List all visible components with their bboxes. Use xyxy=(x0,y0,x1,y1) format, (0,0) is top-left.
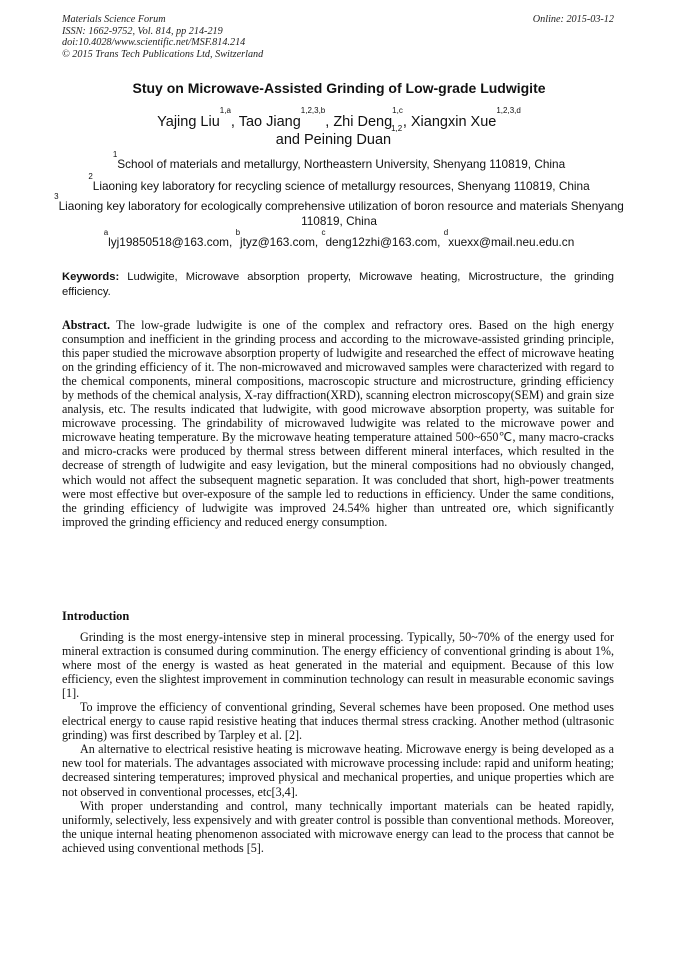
email-address: jtyz@163.com, xyxy=(240,235,322,249)
author-affiliation-marker: 1,c xyxy=(392,106,403,115)
abstract-text: The low-grade ludwigite is one of the complex and refractory ores. Based on the high energy consumption and inefficient in the grinding process and according to the microwave-assisted grinding principle, this paper studied the microwave absorption property of ludwigite and researched the effect of microwave heating on the grinding efficiency of it. The non-microwaved and microwaved samples were characterized with regard to the chemical components, mineral compositions, macroscopic structure and microstructure, grinding efficiency by methods of the chemical analysis, X-ray diffraction(XRD), scanning electron microscopy(SEM) and grain size analysis, etc. The results indicated that ludwigite, with good microwave absorption property, was suitable for microwave processing. The grindability of microwaved ludwigite was related to the microwave power and microwave heating temperature. By the microwave heating temperature attained 500~650℃, many macro-cracks and micro-cracks were produced by thermal stress between different mineral interfaces, which resulted in the decrease of strength of ludwigite and easy levigation, but the mineral compositions had no obviously changed, which would not affect the subsequent magnetic separation. It was concluded that short, high-power treatments were most effective but over-exposure of the sample led to reductions in efficiency. Under the same conditions, the grinding efficiency of ludwigite was improved 24.54% higher than untreated ore, which significantly improved the grinding efficiency and reduced energy consumption. xyxy=(62,318,614,529)
author-name: Tao Jiang xyxy=(238,114,301,130)
affiliation-text: Liaoning key laboratory for recycling science of metallurgy resources, Shenyang 110819, China xyxy=(92,179,590,193)
email-marker: b xyxy=(235,228,241,237)
copyright-line: © 2015 Trans Tech Publications Ltd, Switzerland xyxy=(62,48,264,60)
introduction-paragraph: An alternative to electrical resistive heating is microwave heating. Microwave energy is being developed as a new tool for materials. The advantages associated with microwave processing include: rapid and uniform heating; decreased sintering temperatures; improved physical and mechanical properties, and unique properties which are not observed in conventional processes, etc[3,4]. xyxy=(62,742,614,799)
introduction-paragraph: Grinding is the most energy-intensive step in mineral processing. Typically, 50~70% of the energy used for mineral extraction is consumed during comminution. The energy efficiency of conventional grinding is about 1%, where most of the energy is wasted as heat generated in the material and equipment. Because of this low efficiency, even the slightest improvement in comminution technology can result in measurable economic savings [1]. xyxy=(62,630,614,701)
affiliation-marker: 1 xyxy=(112,150,118,159)
journal-header xyxy=(62,14,614,60)
email-marker: c xyxy=(321,228,326,237)
affiliation-marker: 3 xyxy=(54,192,59,201)
introduction-heading: Introduction xyxy=(62,609,130,623)
online-date: Online: 2015-03-12 xyxy=(532,14,614,25)
abstract-label: Abstract. xyxy=(62,318,111,332)
email-list xyxy=(50,228,628,250)
paper-title: Stuy on Microwave-Assisted Grinding of Low-grade Ludwigite xyxy=(132,80,546,96)
author-list xyxy=(40,106,638,149)
author-separator: , xyxy=(402,114,411,130)
affiliation-text: School of materials and metallurgy, Northeastern University, Shenyang 110819, China xyxy=(117,157,566,171)
author-name: and Peining Duan xyxy=(275,132,392,148)
author-affiliation-marker: 1,a xyxy=(219,106,231,115)
author-affiliation-marker: 1,2,3,b xyxy=(300,106,326,115)
keywords-text: Ludwigite, Microwave absorption property, Microwave heating, Microstructure, the grinding efficiency. xyxy=(62,271,614,298)
email-address: lyj19850518@163.com, xyxy=(108,235,236,249)
affiliation-3 xyxy=(50,192,628,228)
email-marker: a xyxy=(103,228,109,237)
email-address: xuexx@mail.neu.edu.cn xyxy=(448,235,575,249)
affiliation-1 xyxy=(50,150,628,172)
doi-line: doi:10.4028/www.scientific.net/MSF.814.214 xyxy=(62,37,246,49)
author-affiliation-marker: 1,2,3,d xyxy=(496,106,521,115)
affiliation-marker: 2 xyxy=(88,172,93,181)
introduction-body xyxy=(62,630,614,855)
author-name: Yajing Liu xyxy=(157,114,220,130)
keywords-label: Keywords: xyxy=(62,271,120,283)
email-marker: d xyxy=(443,228,449,237)
author-affiliation-marker: 1,2 xyxy=(391,124,403,133)
keywords-section xyxy=(62,270,614,300)
issn-line: ISSN: 1662-9752, Vol. 814, pp 214-219 xyxy=(62,25,223,37)
introduction-paragraph: To improve the efficiency of conventional grinding, Several schemes have been proposed. One method uses electrical energy to cause rapid resistive heating that induces thermal stress cracking. Another method (ultrasonic grinding) was first described by Tarpley et al. [2]. xyxy=(62,700,614,743)
introduction-paragraph: With proper understanding and control, many technically important materials can be heated rapidly, uniformly, selectively, less expensively and with greater control is possible than conventional methods. Moreover, the unique internal heating phenomenon associated with microwave energy can lead to the process that cannot be achieved using conventional methods [5]. xyxy=(62,798,614,855)
author-separator: , xyxy=(230,114,239,130)
journal-name: Materials Science Forum xyxy=(62,14,166,25)
author-separator: , xyxy=(325,114,334,130)
author-name: Xiangxin Xue xyxy=(410,114,497,130)
affiliation-text: Liaoning key laboratory for ecologically comprehensive utilization of boron resource and materials Shenyang 110819, China xyxy=(58,199,624,228)
email-address: deng12zhi@163.com, xyxy=(325,235,444,249)
abstract-section xyxy=(62,318,614,529)
author-name: Zhi Deng xyxy=(333,114,393,130)
affiliation-2 xyxy=(50,172,628,194)
